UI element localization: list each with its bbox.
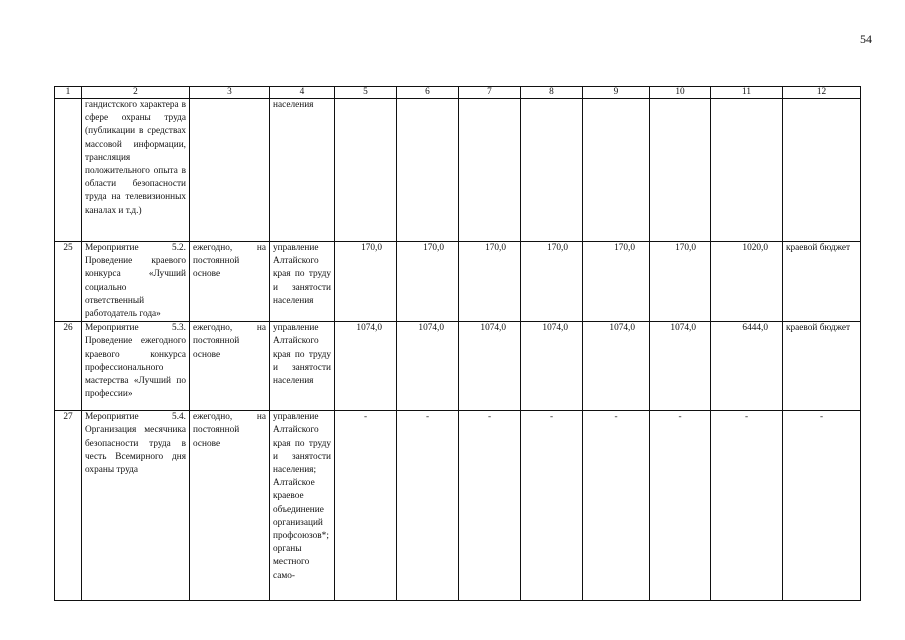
- source-cell: -: [783, 411, 861, 601]
- value-cell: 170,0: [335, 242, 397, 322]
- value-cell: 170,0: [583, 242, 650, 322]
- program-table: [54, 86, 861, 601]
- column-header: 12: [783, 87, 861, 99]
- value-cell: 1074,0: [459, 322, 521, 411]
- column-header: 2: [82, 87, 190, 99]
- row-number: 25: [55, 242, 82, 322]
- value-cell: -: [335, 411, 397, 601]
- value-cell: -: [583, 411, 650, 601]
- row-number: [55, 99, 82, 242]
- column-header: 1: [55, 87, 82, 99]
- value-cell: 1074,0: [397, 322, 459, 411]
- column-header: 11: [711, 87, 783, 99]
- column-header: 10: [650, 87, 711, 99]
- value-cell: 1074,0: [335, 322, 397, 411]
- term-cell: [190, 99, 270, 242]
- column-header: 9: [583, 87, 650, 99]
- term-cell: ежегодно, на постоянной основе: [190, 411, 270, 601]
- value-cell: [335, 99, 397, 242]
- executor-cell: населения: [270, 99, 335, 242]
- table-row: [55, 411, 861, 601]
- term-cell: ежегодно, на постоянной основе: [190, 242, 270, 322]
- value-cell: 1074,0: [650, 322, 711, 411]
- source-cell: краевой бюджет: [783, 322, 861, 411]
- value-cell: [521, 99, 583, 242]
- value-cell: 1074,0: [583, 322, 650, 411]
- row-number: 26: [55, 322, 82, 411]
- column-header: 5: [335, 87, 397, 99]
- value-cell: 170,0: [521, 242, 583, 322]
- measure-cell: Мероприятие 5.4. Организация месячника безопасности труда в честь Всемирного дня охраны труда: [82, 411, 190, 601]
- page-number: 54: [860, 32, 872, 46]
- value-cell: 170,0: [459, 242, 521, 322]
- term-cell: ежегодно, на постоянной основе: [190, 322, 270, 411]
- value-cell: [459, 99, 521, 242]
- value-cell: [650, 99, 711, 242]
- value-cell: -: [397, 411, 459, 601]
- column-header: 8: [521, 87, 583, 99]
- row-number: 27: [55, 411, 82, 601]
- column-header: 3: [190, 87, 270, 99]
- table-row: [55, 242, 861, 322]
- value-cell: 1074,0: [521, 322, 583, 411]
- total-cell: [711, 99, 783, 242]
- value-cell: [583, 99, 650, 242]
- column-header: 7: [459, 87, 521, 99]
- measure-cell: Мероприятие 5.2. Проведение краевого конкурса «Лучший социально ответственный работодатель года»: [82, 242, 190, 322]
- executor-cell: управление Алтайского края по труду и занятости населения; Алтайское краевое объединение организаций профсоюзов*; органы местного само-: [270, 411, 335, 601]
- value-cell: [397, 99, 459, 242]
- executor-cell: управление Алтайского края по труду и занятости населения: [270, 322, 335, 411]
- value-cell: 170,0: [397, 242, 459, 322]
- value-cell: 170,0: [650, 242, 711, 322]
- header-row: [55, 87, 861, 99]
- table-row: [55, 322, 861, 411]
- value-cell: -: [521, 411, 583, 601]
- source-cell: [783, 99, 861, 242]
- value-cell: -: [459, 411, 521, 601]
- column-header: 4: [270, 87, 335, 99]
- executor-cell: управление Алтайского края по труду и занятости населения: [270, 242, 335, 322]
- source-cell: краевой бюджет: [783, 242, 861, 322]
- total-cell: -: [711, 411, 783, 601]
- total-cell: 1020,0: [711, 242, 783, 322]
- measure-cell: Мероприятие 5.3. Проведение ежегодного краевого конкурса профессионального мастерства «Лучший по профессии»: [82, 322, 190, 411]
- table-row: [55, 99, 861, 242]
- column-header: 6: [397, 87, 459, 99]
- total-cell: 6444,0: [711, 322, 783, 411]
- value-cell: -: [650, 411, 711, 601]
- measure-cell: гандистского характера в сфере охраны труда (публикации в средствах массовой информации, трансляция положительного опыта в области безопасности труда на телевизионных каналах и т.д.): [82, 99, 190, 242]
